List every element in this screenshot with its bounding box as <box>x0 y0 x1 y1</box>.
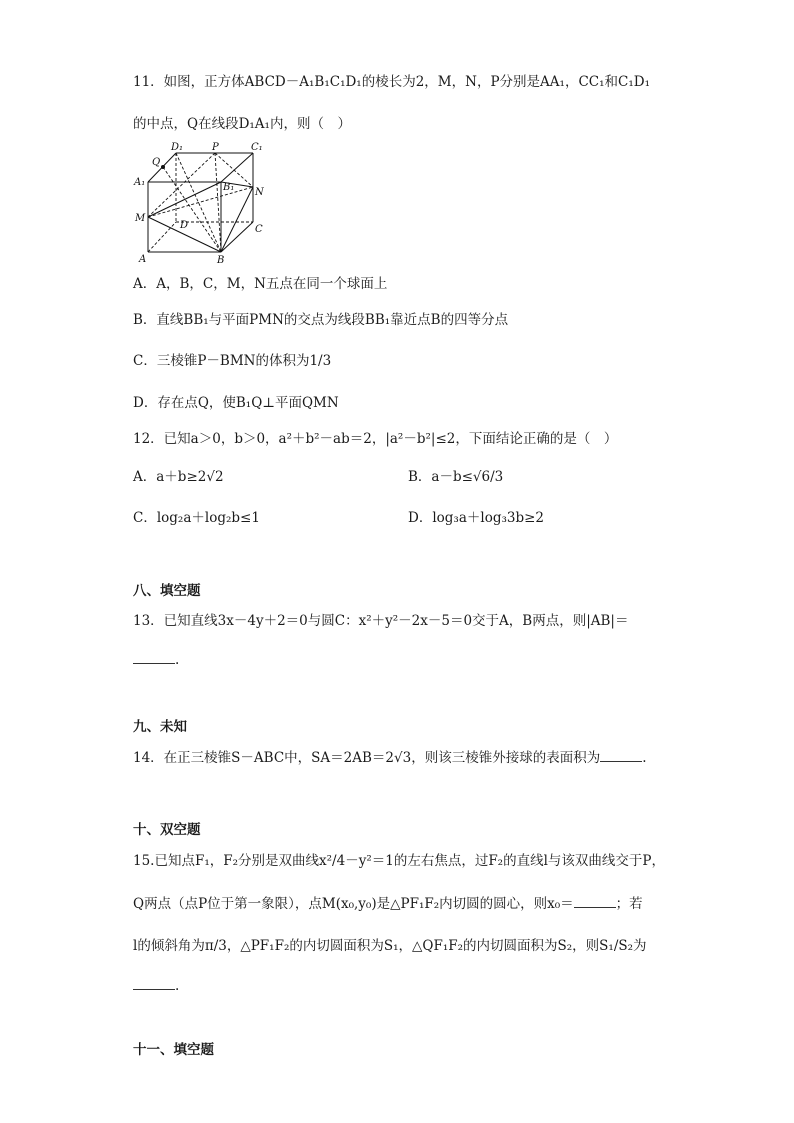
q12-stem: 12．已知a＞0，b＞0，a²＋b²－ab＝2，|a²－b²|≤2，下面结论正确的是（ ） <box>133 431 618 447</box>
q14-blank[interactable] <box>600 749 642 762</box>
label-c1: C₁ <box>251 142 263 153</box>
section-8-title: 八、填空题 <box>133 583 201 599</box>
q15-line2-tail: ；若 <box>615 896 643 912</box>
q13-answer-line <box>133 650 179 670</box>
label-b: B <box>217 255 225 265</box>
label-m: M <box>135 213 146 224</box>
section-9-title: 九、未知 <box>133 719 187 735</box>
q11-option-b: B．直线BB₁与平面PMN的交点为线段BB₁靠近点B的四等分点 <box>133 312 509 328</box>
q13-end: . <box>175 652 180 668</box>
q14-stem: 14．在正三棱锥S－ABC中，SA＝2AB＝2√3，则该三棱锥外接球的表面积为 <box>133 750 601 766</box>
q11-option-c: C．三棱锥P－BMN的体积为1/3 <box>133 353 332 369</box>
label-a: A <box>139 254 147 265</box>
q12-option-d: D．log₃a＋log₃3b≥2 <box>408 510 545 526</box>
label-p: P <box>212 142 219 153</box>
q12-option-c: C．log₂a＋log₂b≤1 <box>133 510 260 526</box>
section-11-title: 十一、填空题 <box>133 1042 214 1058</box>
label-n: N <box>255 187 264 198</box>
label-a1: A₁ <box>134 177 146 188</box>
q13-stem: 13．已知直线3x－4y＋2＝0与圆C：x²＋y²－2x－5＝0交于A，B两点，则|AB|＝ <box>133 613 629 629</box>
section-10-title: 十、双空题 <box>133 822 201 838</box>
point-q-marker <box>161 165 165 169</box>
label-c: C <box>255 224 263 235</box>
q11-option-d: D．存在点Q，使B₁Q⊥平面QMN <box>133 395 339 411</box>
label-d1: D₁ <box>171 142 184 153</box>
q11-line2: 的中点，Q在线段D₁A₁内，则（ ） <box>133 116 351 132</box>
q15-line2 <box>133 894 643 914</box>
q15-line3: l的倾斜角为π/3，△PF₁F₂的内切圆面积为S₁，△QF₁F₂的内切圆面积为S₂，则S₁/S₂为 <box>133 938 647 954</box>
label-d: D <box>180 220 189 231</box>
q13-blank[interactable] <box>133 651 175 664</box>
q15-line1: 15.已知点F₁，F₂分别是双曲线x²/4－y²＝1的左右焦点，过F₂的直线l与该双曲线交于P， <box>133 853 665 869</box>
label-b1: B₁ <box>223 182 235 193</box>
q15-blank-2[interactable] <box>133 977 175 990</box>
q15-blank-1[interactable] <box>574 895 616 908</box>
q15-end: . <box>175 978 180 994</box>
q12-option-a: A．a＋b≥2√2 <box>133 469 224 485</box>
q14-line <box>133 748 647 768</box>
q12-option-b: B．a－b≤√6/3 <box>408 469 504 485</box>
q14-end: . <box>642 750 647 766</box>
q15-line2-text: Q两点（点P位于第一象限），点M(x₀,y₀)是△PF₁F₂内切圆的圆心，则x₀＝ <box>133 896 574 912</box>
label-q: Q <box>152 157 161 168</box>
cube-figure <box>133 140 273 265</box>
q11-option-a: A．A，B，C，M，N五点在同一个球面上 <box>133 276 388 292</box>
q11-line1: 11．如图，正方体ABCD－A₁B₁C₁D₁的棱长为2，M，N，P分别是AA₁，CC₁和C₁D₁ <box>133 74 650 90</box>
q15-answer-line <box>133 976 179 996</box>
